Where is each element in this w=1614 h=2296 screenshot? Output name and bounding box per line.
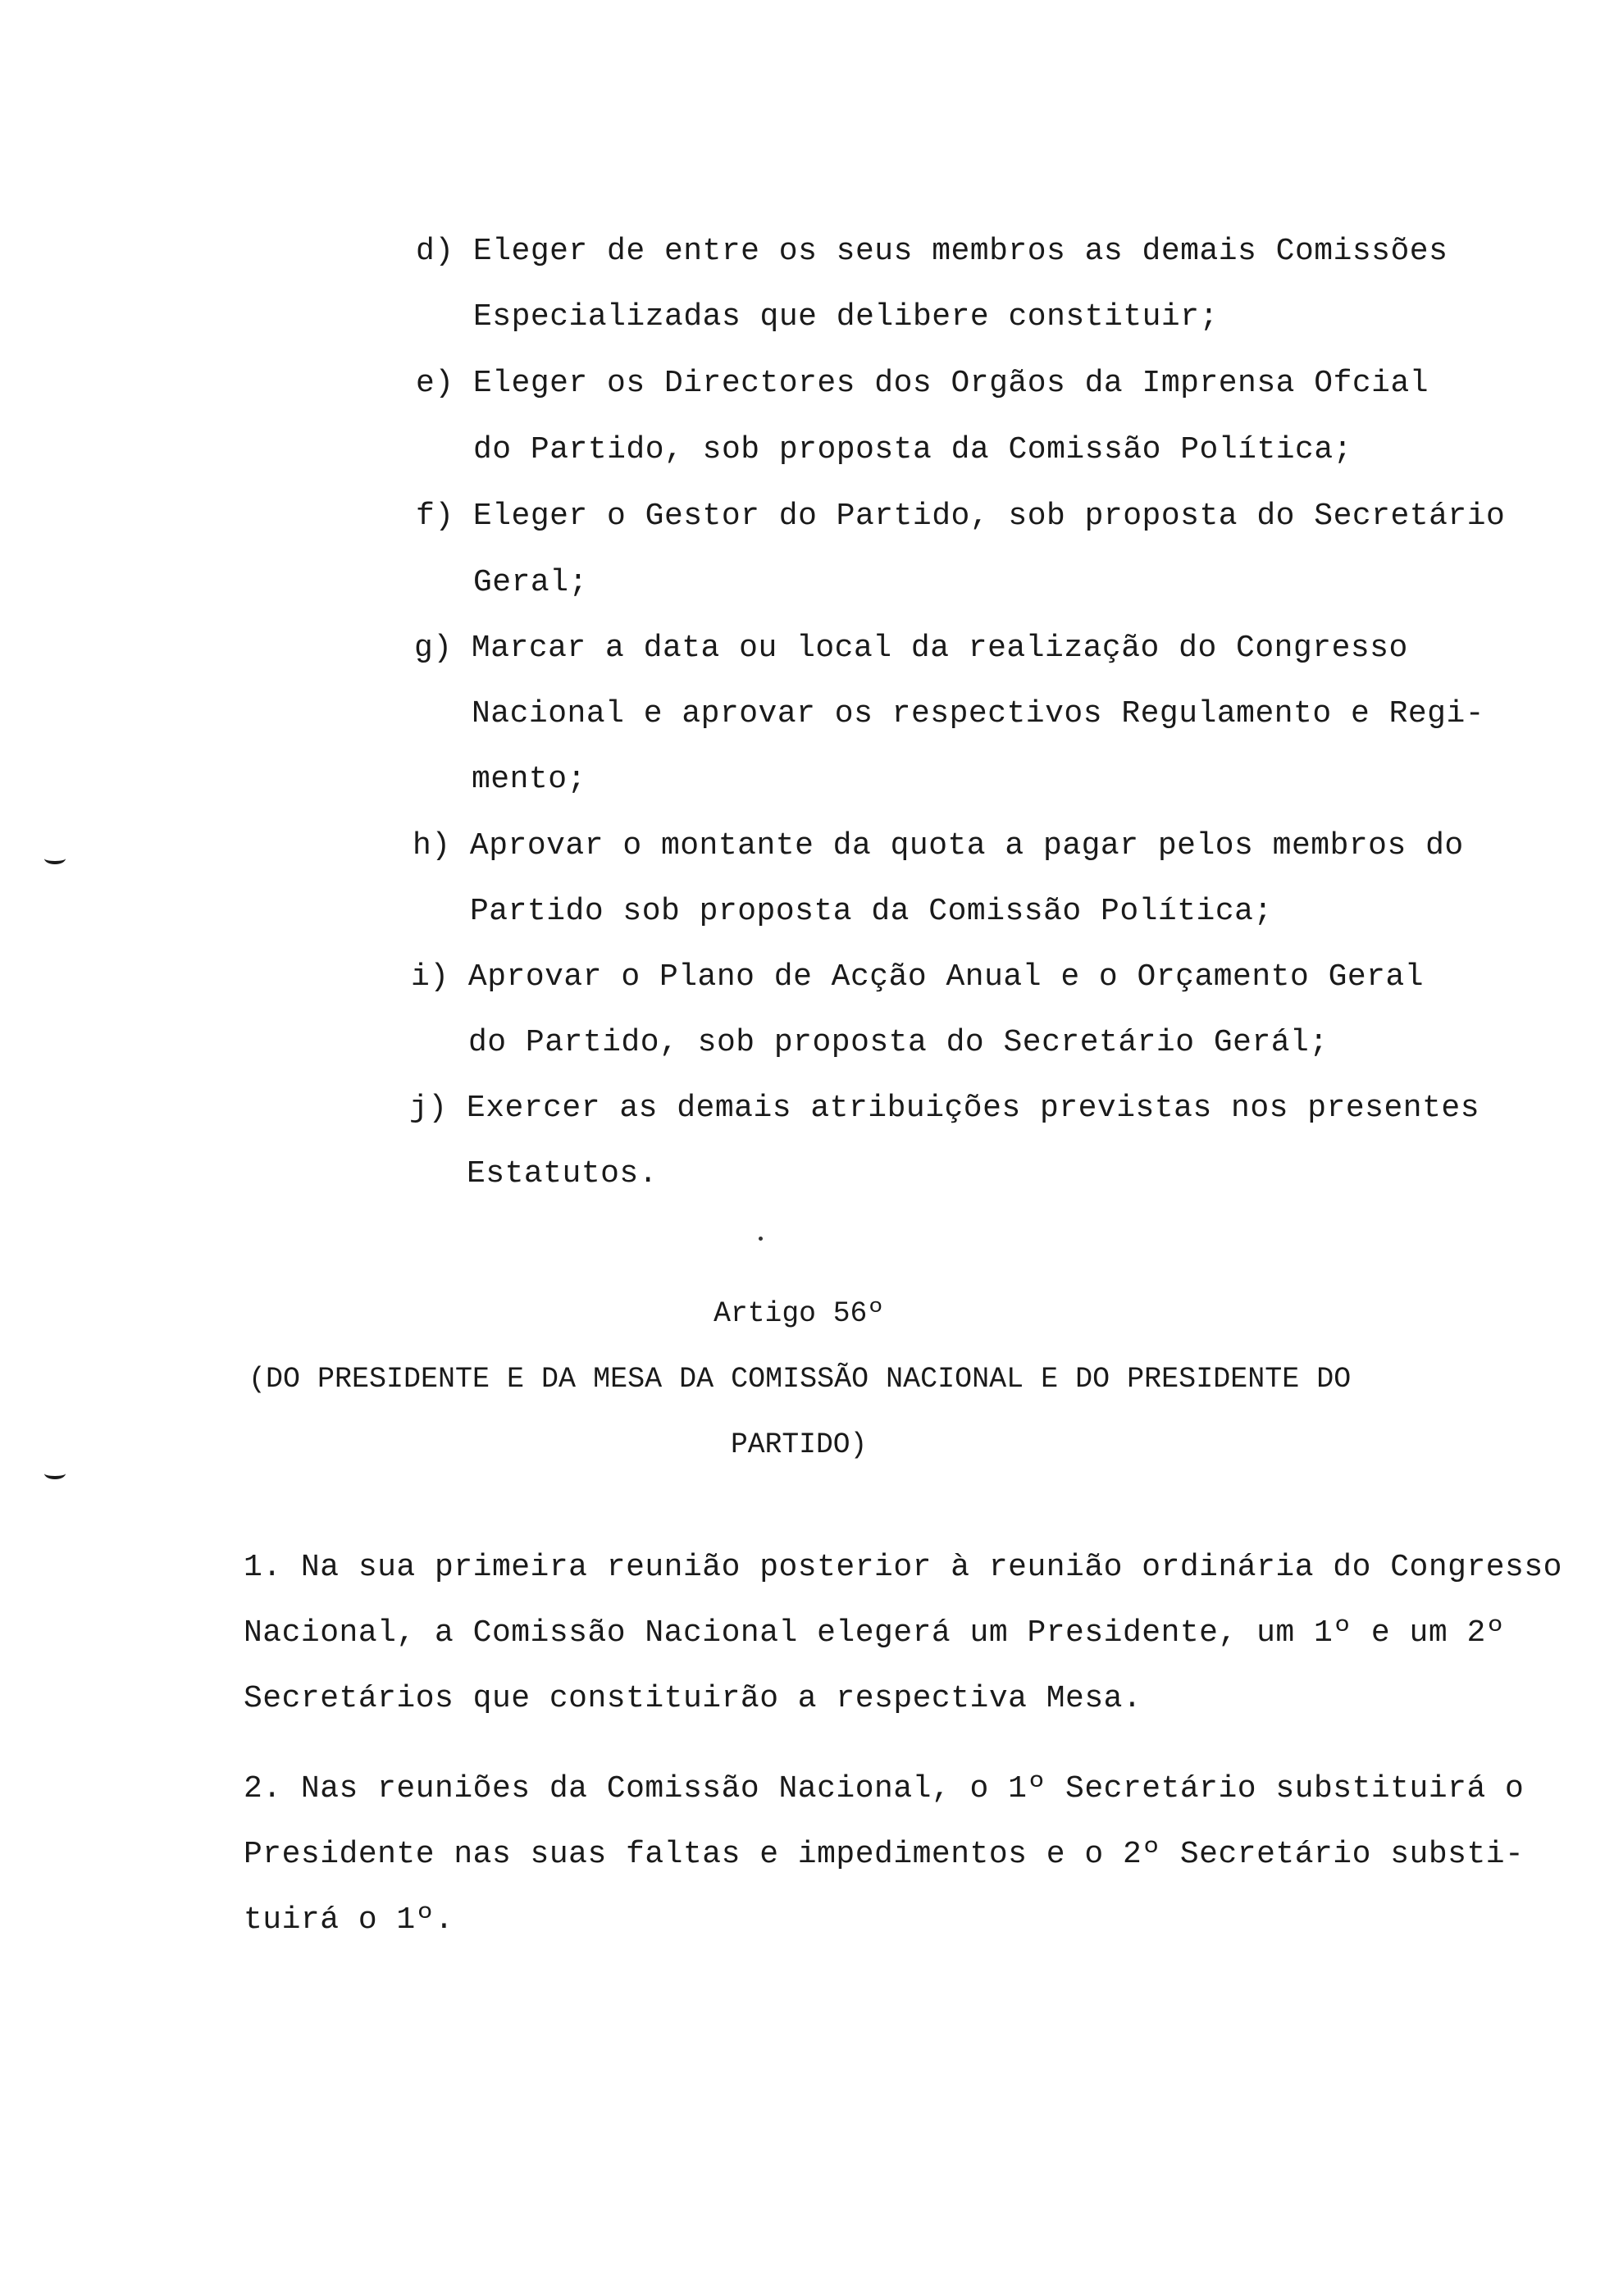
list-item-i-line-2: do Partido, sob proposta do Secretário Gerál; (468, 1025, 1329, 1060)
paragraph-2-line-3: tuirá o 1º. (244, 1902, 454, 1938)
list-item-g-line-3: mento; (472, 762, 586, 797)
list-item-d-line-2: Especializadas que delibere constituir; (473, 299, 1219, 335)
list-item-d-line-1: d) Eleger de entre os seus membros as demais Comissões (416, 234, 1448, 269)
list-item-h-line-2: Partido sob proposta da Comissão Política; (470, 894, 1273, 929)
list-item-h-line-1: h) Aprovar o montante da quota a pagar pelos membros do (413, 828, 1464, 863)
list-item-e-line-2: do Partido, sob proposta da Comissão Política; (473, 432, 1352, 467)
paragraph-1-line-1: 1. Na sua primeira reunião posterior à reunião ordinária do Congresso (244, 1550, 1562, 1585)
binding-mark-bottom (44, 1468, 66, 1479)
scan-speck (759, 1237, 763, 1241)
list-item-g-line-2: Nacional e aprovar os respectivos Regulamento e Regi- (472, 696, 1485, 731)
article-number: Artigo 56º (714, 1297, 885, 1330)
article-title-line-2: PARTIDO) (730, 1428, 868, 1461)
list-item-i-line-1: i) Aprovar o Plano de Acção Anual e o Orçamento Geral (411, 959, 1425, 995)
paragraph-2-line-2: Presidente nas suas faltas e impedimentos e o 2º Secretário substi- (244, 1837, 1525, 1872)
list-item-j-line-1: j) Exercer as demais atribuições previstas nos presentes (409, 1091, 1480, 1126)
paragraph-1-line-3: Secretários que constituirão a respectiva Mesa. (244, 1681, 1142, 1716)
list-item-e-line-1: e) Eleger os Directores dos Orgãos da Imprensa Ofcial (416, 366, 1429, 401)
list-item-f-line-1: f) Eleger o Gestor do Partido, sob proposta do Secretário (416, 499, 1506, 534)
list-item-f-line-2: Geral; (473, 565, 588, 600)
paragraph-2-line-1: 2. Nas reuniões da Comissão Nacional, o 1º Secretário substituirá o (244, 1771, 1525, 1806)
article-title-line-1: (DO PRESIDENTE E DA MESA DA COMISSÃO NACIONAL E DO PRESIDENTE DO (248, 1363, 1352, 1396)
paragraph-1-line-2: Nacional, a Comissão Nacional elegerá um Presidente, um 1º e um 2º (244, 1615, 1506, 1651)
list-item-g-line-1: g) Marcar a data ou local da realização do Congresso (414, 631, 1408, 666)
binding-mark-top (44, 853, 66, 864)
list-item-j-line-2: Estatutos. (467, 1156, 659, 1191)
